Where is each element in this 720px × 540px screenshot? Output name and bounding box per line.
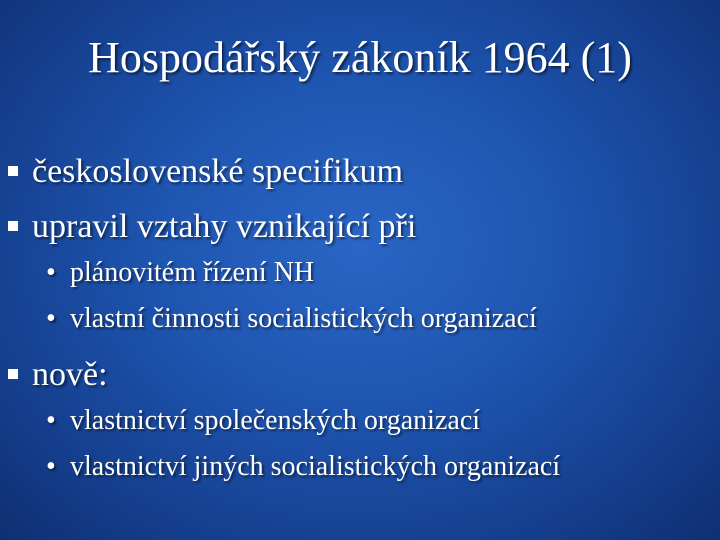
sub-bullet-text: vlastnictví jiných socialistických organizací: [70, 451, 561, 482]
bullet-item: [8, 152, 403, 192]
round-bullet-icon: •: [46, 405, 56, 436]
sub-bullet-item: [46, 404, 480, 438]
sub-bullet-text: plánovitém řízení NH: [70, 257, 315, 288]
sub-bullet-item: [46, 256, 314, 290]
round-bullet-icon: •: [46, 451, 56, 482]
sub-bullet-text: vlastní činnosti socialistických organizací: [70, 303, 537, 334]
bullet-item: [8, 207, 416, 247]
sub-bullet-item: [46, 450, 560, 484]
sub-bullet-text: vlastnictví společenských organizací: [70, 405, 481, 436]
round-bullet-icon: •: [46, 303, 56, 334]
bullet-text: nově:: [32, 356, 108, 393]
square-bullet-icon: [8, 369, 18, 379]
square-bullet-icon: [8, 221, 18, 231]
bullet-text: upravil vztahy vznikající při: [32, 208, 417, 245]
sub-bullet-item: [46, 302, 537, 336]
square-bullet-icon: [8, 166, 18, 176]
round-bullet-icon: •: [46, 257, 56, 288]
bullet-item: [8, 355, 108, 395]
slide-title: Hospodářský zákoník 1964 (1): [88, 33, 632, 82]
bullet-text: československé specifikum: [32, 153, 404, 190]
